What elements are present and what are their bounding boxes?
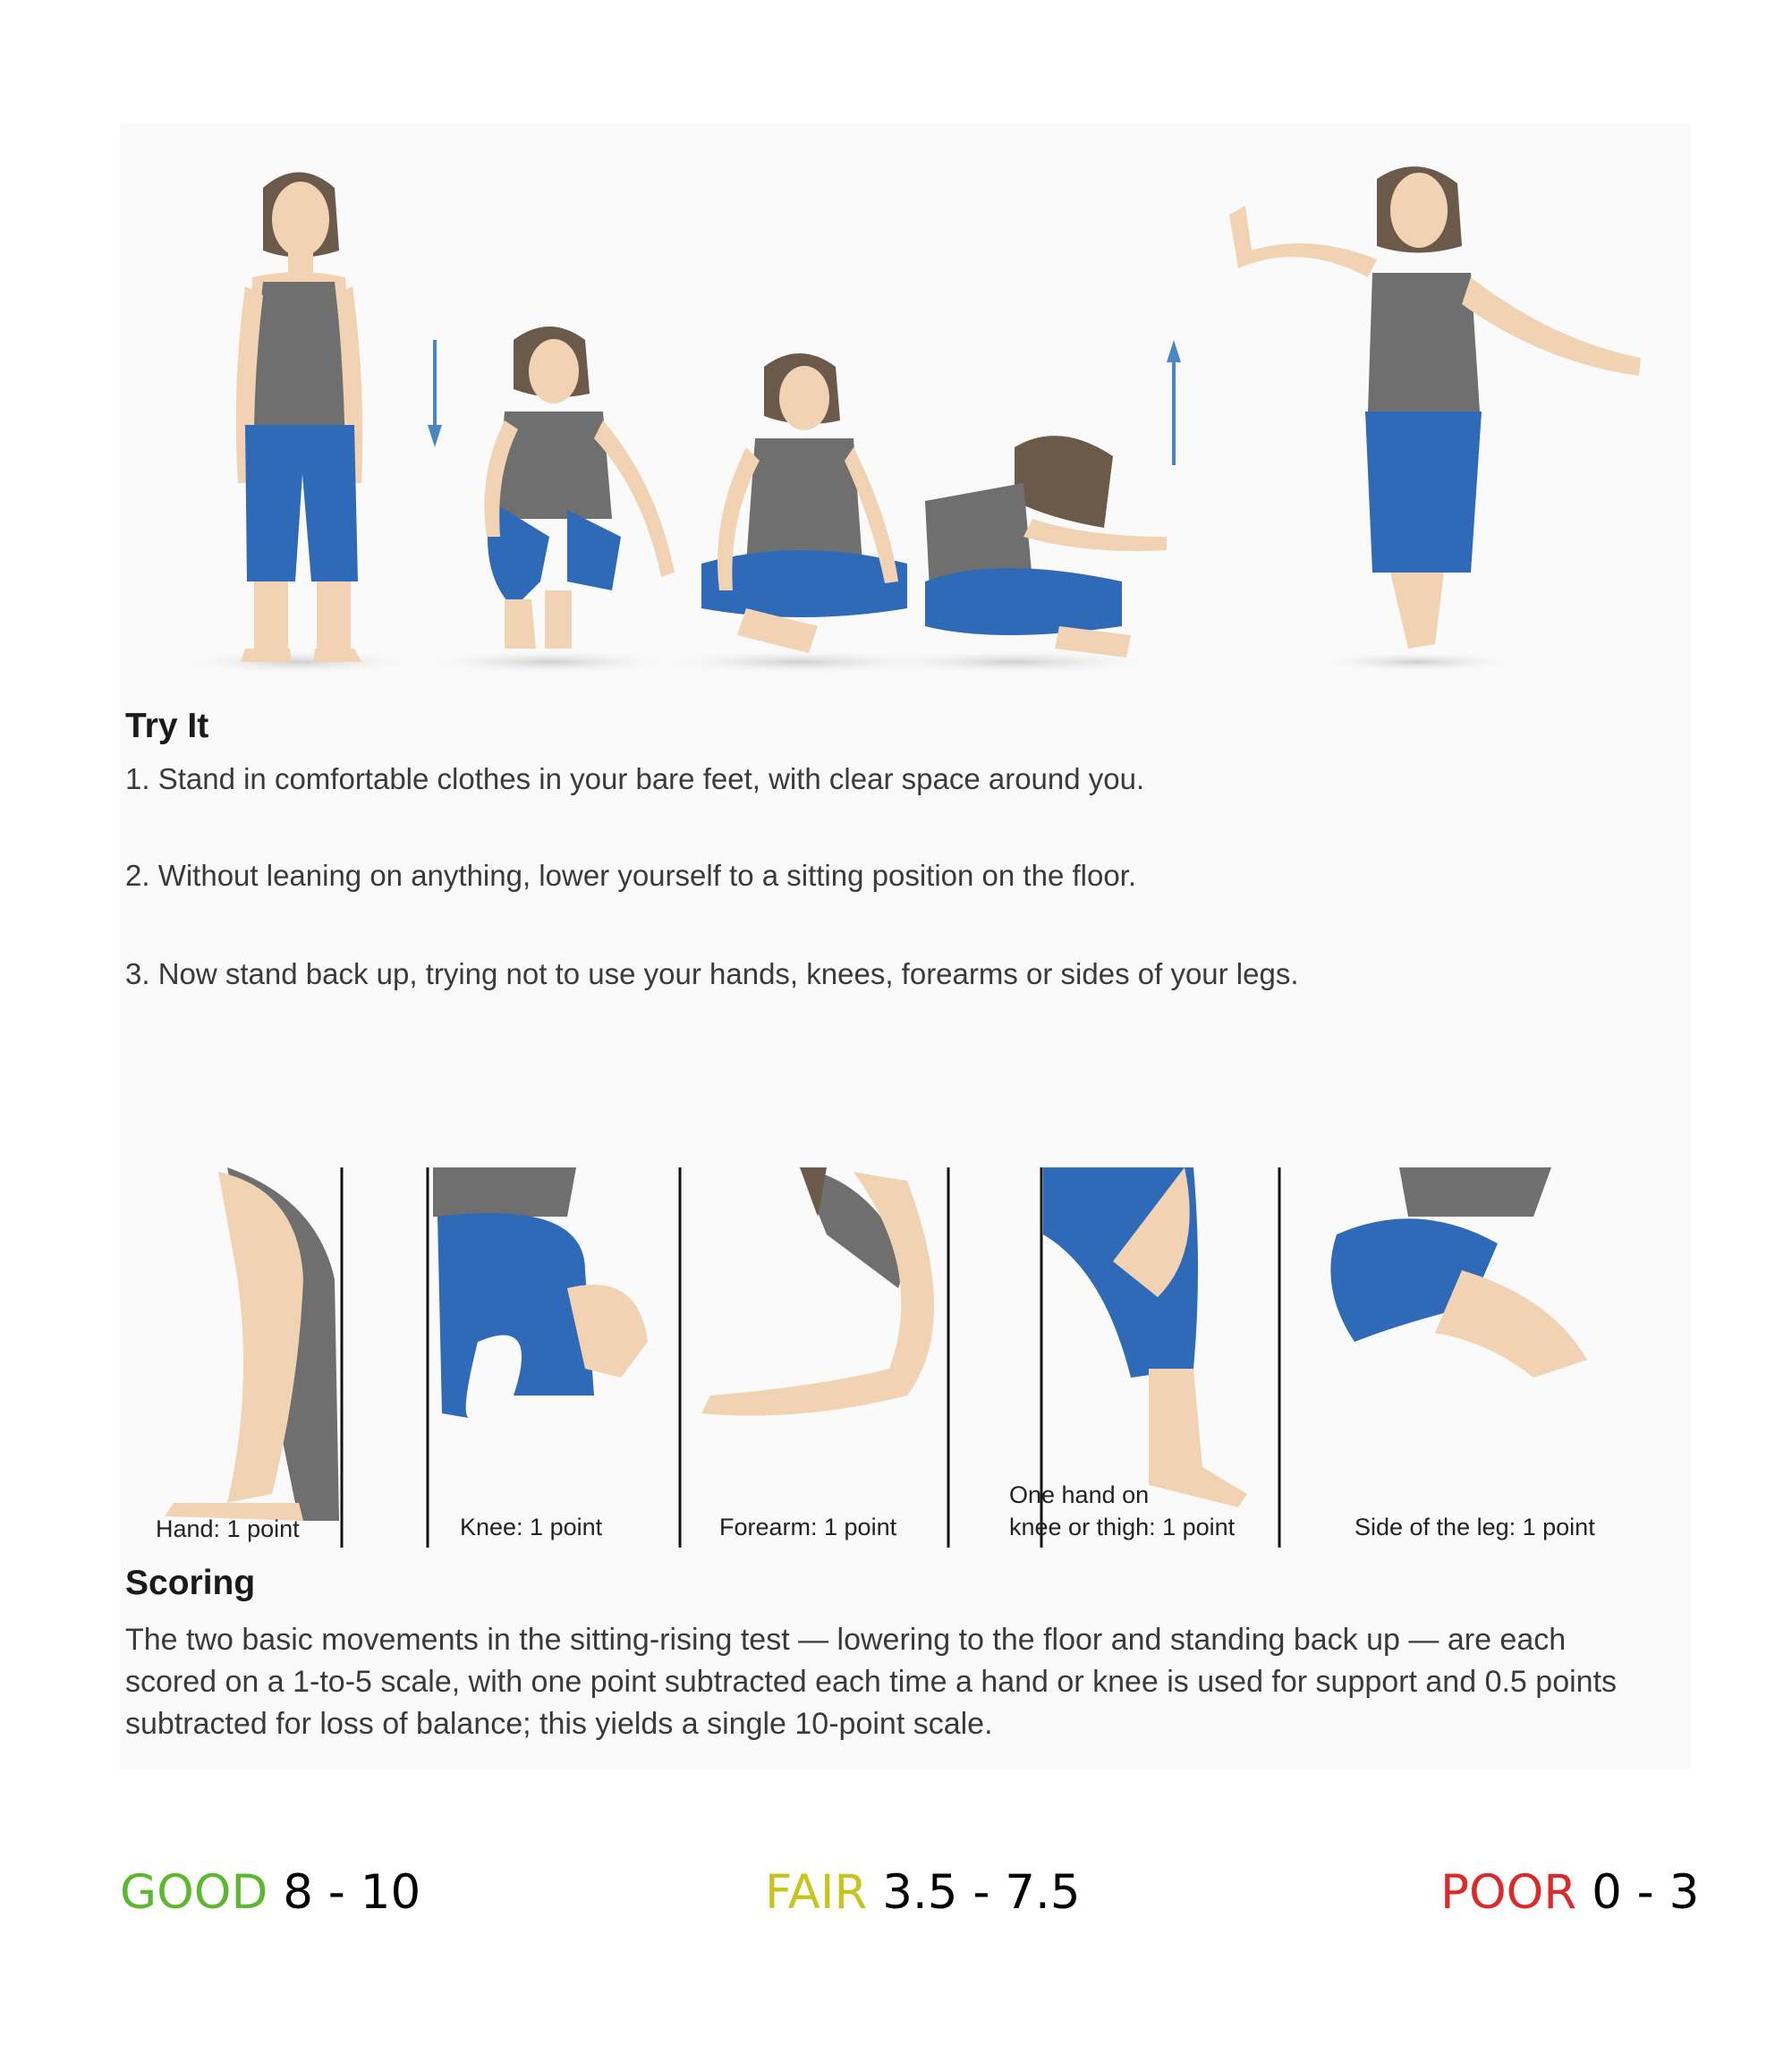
forearm-panel-figure	[701, 1167, 934, 1416]
rating-poor-label: POOR	[1440, 1865, 1577, 1920]
figure-standing-balance	[1229, 166, 1641, 673]
rating-fair	[765, 1865, 1081, 1920]
caption-hand: Hand: 1 point	[156, 1515, 300, 1542]
step-1: 1. Stand in comfortable clothes in your bare feet, with clear space around you.	[125, 762, 1145, 795]
thigh-panel-figure	[1043, 1167, 1247, 1507]
figure-lowering	[415, 327, 684, 675]
caption-knee: Knee: 1 point	[460, 1514, 603, 1540]
caption-leg: Side of the leg: 1 point	[1355, 1514, 1595, 1540]
rating-good-label: GOOD	[120, 1865, 268, 1920]
leg-side-panel-figure	[1330, 1167, 1587, 1378]
rating-poor	[1440, 1865, 1699, 1920]
figure-rising	[862, 436, 1167, 675]
figure-standing	[174, 173, 424, 675]
rating-poor-range: 0 - 3	[1592, 1865, 1700, 1920]
hand-panel-figure	[165, 1167, 339, 1521]
try-it-heading: Try It	[125, 707, 209, 745]
knee-panel-figure	[433, 1167, 648, 1418]
step-2: 2. Without leaning on anything, lower yourself to a sitting position on the floor.	[125, 859, 1137, 892]
scoring-description: The two basic movements in the sitting-rising test — lowering to the floor and standing back up — are each scored on a 1-to-5 scale, with one point subtracted each time a hand or knee is used for support and 0.5 points subtracted for loss of balance; this yields a single 10-point scale.	[125, 1623, 1618, 1741]
sitting-rising-sequence-illustration	[120, 161, 1691, 689]
rating-fair-label: FAIR	[765, 1865, 868, 1920]
scoring-points-illustration	[120, 1163, 1691, 1548]
rating-fair-range: 3.5 - 7.5	[882, 1865, 1081, 1920]
figure-sitting	[648, 353, 952, 675]
caption-forearm: Forearm: 1 point	[719, 1514, 897, 1540]
scoring-heading: Scoring	[125, 1564, 256, 1602]
down-arrow-icon	[428, 340, 442, 447]
step-3: 3. Now stand back up, trying not to use your hands, knees, forearms or sides of your legs.	[125, 957, 1299, 990]
caption-thigh-line1: One hand on	[1009, 1481, 1150, 1508]
caption-thigh-line2: knee or thigh: 1 point	[1009, 1514, 1236, 1540]
rating-good-range: 8 - 10	[283, 1865, 421, 1920]
rating-good	[120, 1865, 420, 1920]
up-arrow-icon	[1167, 340, 1181, 465]
